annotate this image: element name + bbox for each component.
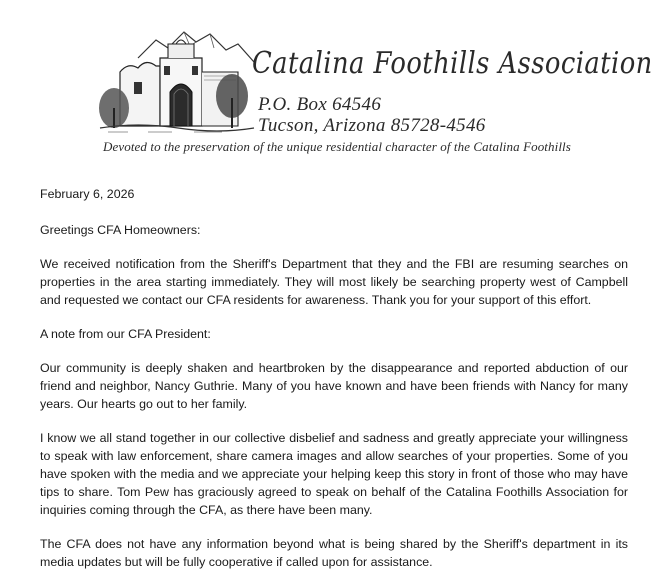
- org-name: Catalina Foothills Association: [252, 46, 653, 81]
- letterhead: [0, 0, 667, 170]
- letter-body: [40, 185, 628, 587]
- mission-building-logo: [98, 28, 256, 136]
- president-note-heading: A note from our CFA President:: [40, 327, 211, 341]
- letter-date: February 6, 2026: [40, 187, 135, 201]
- paragraph-community: Our community is deeply shaken and heartbroken by the disappearance and reported abduction of our friend and neighbor, Nancy Guthrie. Many of you have known and have been friends with Nancy for many years. Our hearts go out to her family.: [40, 361, 628, 411]
- paragraph-sheriff-notice: We received notification from the Sheriff's Department that they and the FBI are resuming searches on properties in the area starting immediately. They will most likely be searching property west of Campbell and requested we contact our CFA residents for awareness. Thank you for your support of this effort.: [40, 257, 628, 307]
- tagline: Devoted to the preservation of the unique residential character of the Catalina Foothills: [103, 139, 571, 154]
- address-line-2: Tucson, Arizona 85728-4546: [258, 115, 486, 136]
- greeting: Greetings CFA Homeowners:: [40, 223, 201, 237]
- paragraph-cfa-info: The CFA does not have any information beyond what is being shared by the Sheriff's department in its media updates but will be fully cooperative if called upon for assistance.: [40, 537, 628, 569]
- address-line-1: P.O. Box 64546: [258, 94, 382, 115]
- paragraph-appreciation: I know we all stand together in our collective disbelief and sadness and greatly appreciate your willingness to speak with law enforcement, share camera images and allow searches of your properties. Some of you have spoken with the media and we appreciate your helping keep this story in front of those who may have tips to share. Tom Pew has graciously agreed to speak on behalf of the Catalina Foothills Association for inquiries coming through the CFA, as there have been many.: [40, 431, 628, 517]
